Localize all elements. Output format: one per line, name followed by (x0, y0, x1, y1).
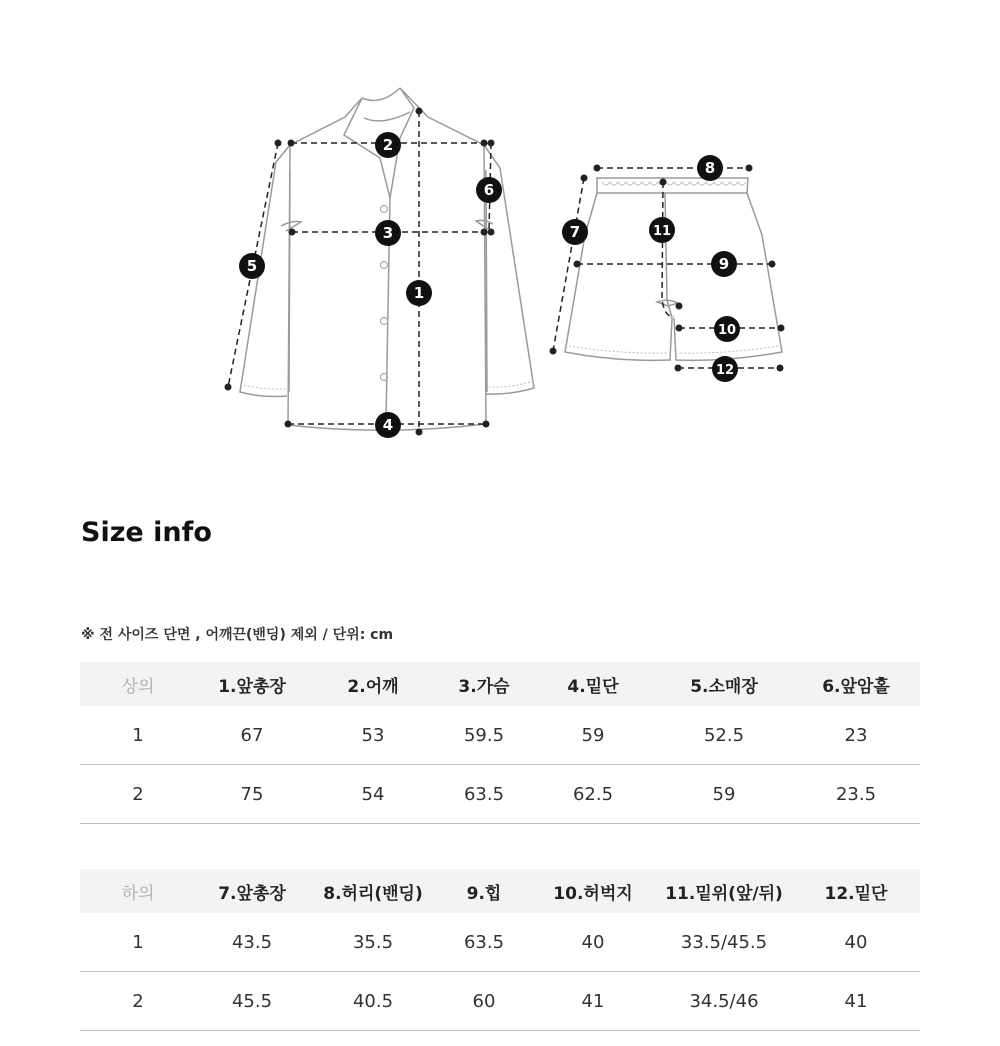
svg-text:8: 8 (704, 159, 716, 177)
table-cell: 62.5 (530, 765, 656, 824)
table-cell: 1 (80, 706, 196, 765)
table-header-row (80, 869, 920, 913)
table-cell: 75 (196, 765, 308, 824)
table-cell: 1 (80, 913, 196, 972)
size-info-title: Size info (81, 517, 212, 548)
shirt-measure-endpoints (225, 108, 495, 436)
table-cell: 67 (196, 706, 308, 765)
marker-5 (239, 253, 265, 279)
svg-text:12: 12 (715, 363, 735, 378)
table-cell: 23.5 (792, 765, 920, 824)
svg-text:10: 10 (717, 323, 737, 338)
svg-text:3: 3 (382, 224, 394, 242)
table-row (80, 972, 920, 1031)
table-row (80, 765, 920, 824)
marker-11 (649, 217, 675, 243)
table-row (80, 913, 920, 972)
marker-12 (712, 356, 738, 382)
top-size-table (80, 662, 920, 824)
table-cell: 33.5/45.5 (656, 913, 792, 972)
column-header: 10.허벅지 (530, 869, 656, 913)
bottom-size-table (80, 869, 920, 1031)
size-note: ※ 전 사이즈 단면 , 어깨끈(밴딩) 제외 / 단위: cm (81, 627, 394, 643)
garment-diagram (0, 0, 1000, 460)
table-cell: 60 (438, 972, 530, 1031)
marker-2 (375, 132, 401, 158)
svg-text:1: 1 (413, 284, 425, 302)
table-cell: 40.5 (308, 972, 438, 1031)
svg-text:7: 7 (569, 223, 581, 241)
table-cell: 53 (308, 706, 438, 765)
svg-text:5: 5 (246, 257, 258, 275)
column-header: 상의 (80, 662, 196, 706)
svg-text:4: 4 (382, 416, 394, 434)
marker-7 (562, 219, 588, 245)
table-cell: 59.5 (438, 706, 530, 765)
table-cell: 52.5 (656, 706, 792, 765)
table-cell: 23 (792, 706, 920, 765)
table-cell: 2 (80, 765, 196, 824)
table-cell: 59 (530, 706, 656, 765)
marker-1 (406, 280, 432, 306)
table-cell: 63.5 (438, 913, 530, 972)
column-header: 1.앞총장 (196, 662, 308, 706)
column-header: 6.앞암홀 (792, 662, 920, 706)
column-header: 12.밑단 (792, 869, 920, 913)
svg-text:2: 2 (382, 136, 394, 154)
table-cell: 41 (792, 972, 920, 1031)
column-header: 하의 (80, 869, 196, 913)
table-cell: 63.5 (438, 765, 530, 824)
table-row (80, 706, 920, 765)
column-header: 4.밑단 (530, 662, 656, 706)
column-header: 8.허리(밴딩) (308, 869, 438, 913)
table-cell: 45.5 (196, 972, 308, 1031)
column-header: 11.밑위(앞/뒤) (656, 869, 792, 913)
table-cell: 34.5/46 (656, 972, 792, 1031)
shorts-illustration (565, 178, 782, 360)
table-cell: 35.5 (308, 913, 438, 972)
shirt-measure-lines (228, 111, 491, 432)
svg-text:9: 9 (718, 255, 730, 273)
marker-9 (711, 251, 737, 277)
table-cell: 40 (530, 913, 656, 972)
table-cell: 54 (308, 765, 438, 824)
marker-10 (714, 316, 740, 342)
column-header: 9.힙 (438, 869, 530, 913)
table-cell: 2 (80, 972, 196, 1031)
svg-text:11: 11 (652, 224, 672, 239)
table-cell: 59 (656, 765, 792, 824)
marker-3 (375, 220, 401, 246)
marker-8 (697, 155, 723, 181)
table-cell: 40 (792, 913, 920, 972)
svg-text:6: 6 (483, 181, 495, 199)
column-header: 3.가슴 (438, 662, 530, 706)
column-header: 7.앞총장 (196, 869, 308, 913)
marker-6 (476, 177, 502, 203)
table-cell: 43.5 (196, 913, 308, 972)
table-header-row (80, 662, 920, 706)
table-cell: 41 (530, 972, 656, 1031)
marker-4 (375, 412, 401, 438)
column-header: 2.어깨 (308, 662, 438, 706)
column-header: 5.소매장 (656, 662, 792, 706)
